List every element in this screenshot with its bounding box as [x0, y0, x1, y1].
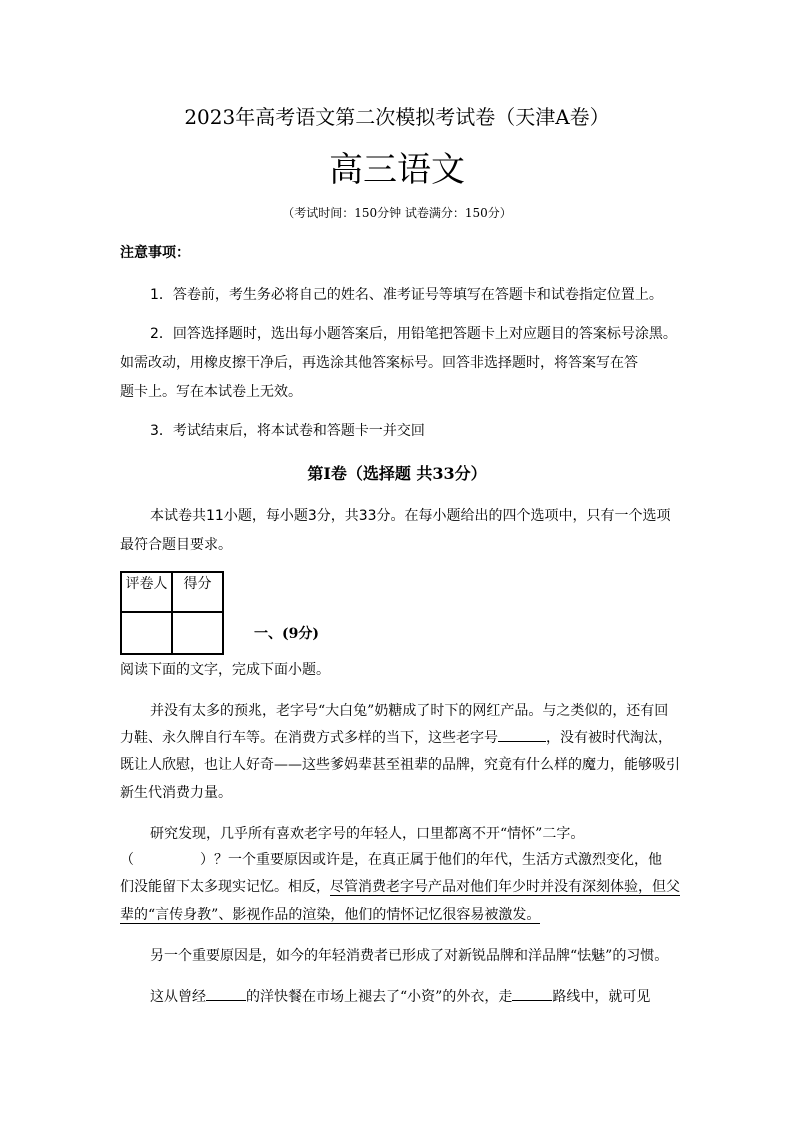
- score-table-score-cell[interactable]: [172, 612, 223, 654]
- section-title: 第Ⅰ卷（选择题 共33分）: [307, 464, 487, 483]
- passage-p4-text-a: 这从曾经: [150, 989, 206, 1005]
- passage-p1-line-3: 既让人欣慰，也让人好奇——这些爹妈辈甚至祖辈的品牌，究竟有什么样的魔力，能够吸引: [120, 757, 680, 773]
- passage-p3-line-1: 另一个重要原因是，如今的年轻消费者已形成了对新锐品牌和洋品牌“怯魅”的习惯。: [150, 948, 669, 964]
- passage-p2-line-1: 研究发现，几乎所有喜欢老字号的年轻人，口里都离不开“情怀”二字。: [150, 826, 585, 842]
- subject-title: 高三语文: [329, 150, 465, 190]
- notice-item-2-line-3: 题卡上。写在本试卷上无效。: [120, 384, 302, 400]
- passage-p4-line-1: [150, 986, 650, 1006]
- passage-p4-text-b: 的洋快餐在市场上褪去了“小资”的外衣，走: [246, 989, 513, 1005]
- passage-p1-line-1: 并没有太多的预兆，老字号“大白兔”奶糖成了时下的网红产品。与之类似的，还有回: [150, 703, 669, 719]
- notice-item-2-line-2: 如需改动，用橡皮擦干净后，再选涂其他答案标号。回答非选择题时，将答案写在答: [120, 355, 638, 371]
- section-desc-line-1: 本试卷共11小题，每小题3分，共33分。在每小题给出的四个选项中，只有一个选项: [150, 508, 671, 524]
- question-instruction: 阅读下面的文字，完成下面小题。: [120, 662, 330, 678]
- passage-p4-text-c: 路线中，就可见: [552, 989, 651, 1005]
- passage-p1-line-2-text-b: ，没有被时代淘汰，: [546, 730, 672, 746]
- notice-item-3: 3．考试结束后，将本试卷和答题卡一并交回: [150, 423, 425, 439]
- score-table-grader-label: 评卷人: [121, 572, 172, 612]
- passage-p2-line-3-text-a: 们没能留下太多现实记忆。相反，: [120, 879, 330, 895]
- passage-p2-line-4: [120, 904, 540, 924]
- passage-p2-line-2-text-b: ）？一个重要原因或许是，在真正属于他们的年代，生活方式激烈变化，他: [200, 852, 662, 868]
- fill-blank-2[interactable]: [206, 1000, 246, 1001]
- score-table: [120, 571, 224, 655]
- passage-p2-line-3: [120, 876, 680, 896]
- fill-blank-1[interactable]: [498, 741, 546, 742]
- time-info: （考试时间：150分钟 试卷满分：150分）: [282, 206, 512, 220]
- notice-item-2-line-1: 2．回答选择题时，选出每小题答案后，用铅笔把答题卡上对应题目的答案标号涂黑。: [150, 326, 677, 342]
- passage-p1-line-2: [120, 727, 672, 747]
- question-label: 一、(9分): [254, 626, 319, 642]
- passage-p2-underlined-part-2: 辈的“言传身教”、影视作品的渲染，他们的情怀记忆很容易被激发。: [120, 907, 541, 923]
- passage-p1-line-4: 新生代消费力量。: [120, 785, 232, 801]
- fill-blank-3[interactable]: [512, 1000, 552, 1001]
- passage-p2-line-2-text-a: （: [120, 852, 134, 868]
- passage-p1-line-2-text-a: 力鞋、永久牌自行车等。在消费方式多样的当下，这些老字号: [120, 730, 498, 746]
- score-table-score-label: 得分: [172, 572, 223, 612]
- notice-heading: 注意事项：: [120, 245, 190, 261]
- passage-p2-underlined-part-1: 尽管消费老字号产品对他们年少时并没有深刻体验，但父: [330, 879, 680, 895]
- notice-item-1: 1．答卷前，考生务必将自己的姓名、准考证号等填写在答题卡和试卷指定位置上。: [150, 287, 663, 303]
- section-desc-line-2: 最符合题目要求。: [120, 537, 232, 553]
- passage-p2-line-2: [120, 849, 662, 869]
- exam-title: 2023年高考语文第二次模拟考试卷（天津A卷）: [184, 105, 610, 129]
- score-table-grader-cell[interactable]: [121, 612, 172, 654]
